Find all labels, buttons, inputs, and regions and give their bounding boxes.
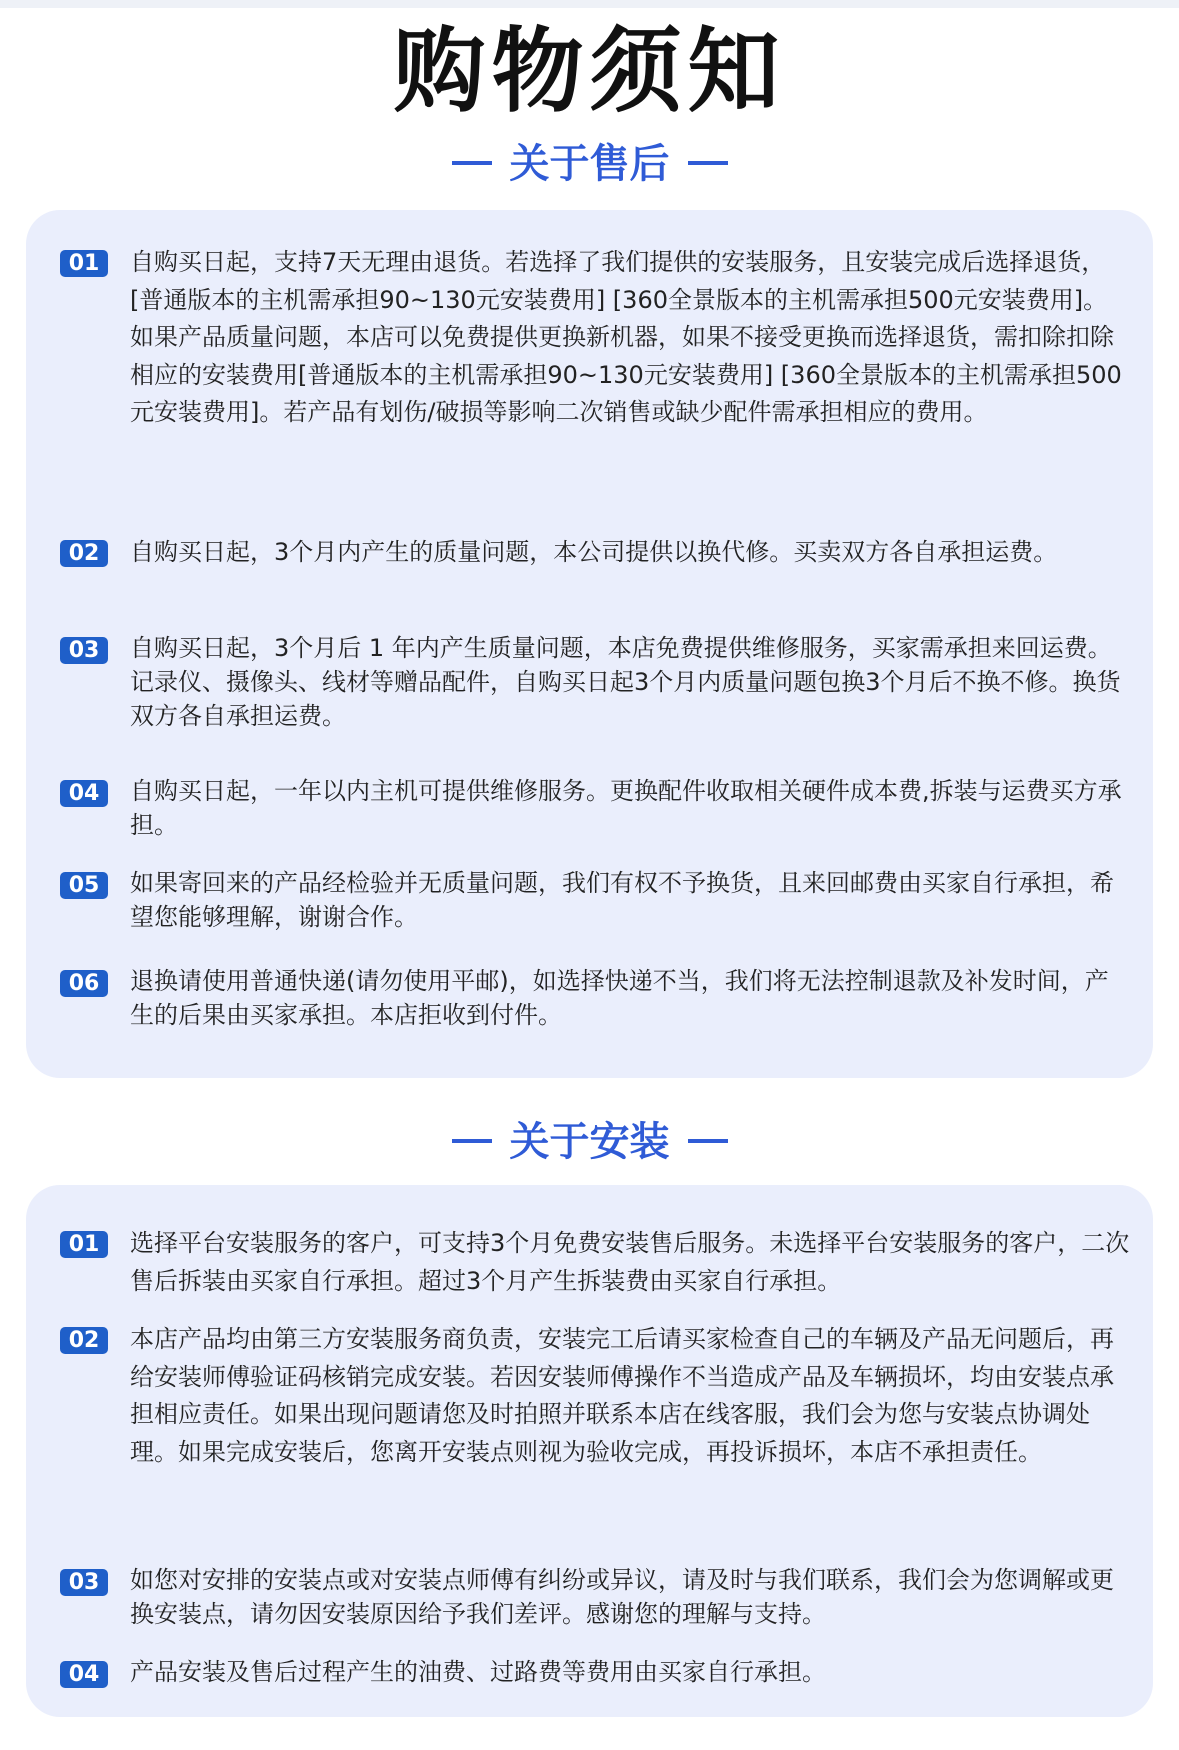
item-number-badge: 03 — [60, 637, 108, 664]
item-text: 自购买日起，3个月内产生的质量问题，本公司提供以换代修。买卖双方各自承担运费。 — [130, 538, 1058, 566]
item-text: 退换请使用普通快递(请勿使用平邮)，如选择快递不当，我们将无法控制退款及补发时间，产生的后果由买家承担。本店拒收到付件。 — [130, 967, 1109, 1029]
item-text: 选择平台安装服务的客户，可支持3个月免费安装售后服务。未选择平台安装服务的客户，二次售后拆装由买家自行承担。超过3个月产生拆装费由买家自行承担。 — [130, 1229, 1130, 1295]
item-text: 如果寄回来的产品经检验并无质量问题，我们有权不予换货，且来回邮费由买家自行承担，希望您能够理解，谢谢合作。 — [130, 869, 1114, 931]
item-number-badge: 03 — [60, 1569, 108, 1596]
page-title: 购物须知 — [393, 18, 786, 125]
item-text: 如您对安排的安装点或对安装点师傅有纠纷或异议，请及时与我们联系，我们会为您调解或更换安装点，请勿因安装原因给予我们差评。感谢您的理解与支持。 — [130, 1566, 1114, 1628]
after-sales-panel — [26, 210, 1153, 1078]
section-title-text: 关于安装 — [509, 1119, 670, 1165]
installation-panel — [26, 1185, 1153, 1717]
item-number-badge: 05 — [60, 872, 108, 899]
top-strip — [0, 0, 1179, 8]
item-text: 自购买日起，一年以内主机可提供维修服务。更换配件收取相关硬件成本费,拆装与运费买方承担。 — [130, 777, 1122, 839]
item-text: 自购买日起，支持7天无理由退货。若选择了我们提供的安装服务，且安装完成后选择退货，[普通版本的主机需承担90~130元安装费用] [360全景版本的主机需承担500元安装费用]。如果产品质量问题，本店可以免费提供更换新机器，如果不接受更换而选择退货，需扣除扣除相应的安装费用[普通版本的主机需承担90~130元安装费用] [360全景版本的主机需承担500元安装费用]。若产品有划伤/破损等影响二次销售或缺少配件需承担相应的费用。 — [130, 248, 1122, 426]
section-title-text: 关于售后 — [509, 141, 670, 187]
title-dash-right — [688, 1139, 728, 1143]
item-number-badge: 06 — [60, 970, 108, 997]
item-number-badge: 04 — [60, 1661, 108, 1688]
item-text: 产品安装及售后过程产生的油费、过路费等费用由买家自行承担。 — [130, 1658, 826, 1686]
item-text: 自购买日起，3个月后 1 年内产生质量问题，本店免费提供维修服务，买家需承担来回运费。记录仪、摄像头、线材等赠品配件，自购买日起3个月内质量问题包换3个月后不换不修。换货双方各自承担运费。 — [130, 634, 1121, 730]
item-number-badge: 01 — [60, 250, 108, 277]
title-dash-left — [452, 161, 492, 165]
title-dash-right — [688, 161, 728, 165]
item-number-badge: 02 — [60, 540, 108, 567]
item-number-badge: 04 — [60, 780, 108, 807]
title-dash-left — [452, 1139, 492, 1143]
item-number-badge: 01 — [60, 1231, 108, 1258]
section-title-after-sales — [0, 140, 1179, 188]
section-title-installation — [0, 1118, 1179, 1166]
item-text: 本店产品均由第三方安装服务商负责，安装完工后请买家检查自己的车辆及产品无问题后，再给安装师傅验证码核销完成安装。若因安装师傅操作不当造成产品及车辆损坏，均由安装点承担相应责任。如果出现问题请您及时拍照并联系本店在线客服，我们会为您与安装点协调处理。如果完成安装后，您离开安装点则视为验收完成，再投诉损坏，本店不承担责任。 — [130, 1325, 1114, 1466]
item-number-badge: 02 — [60, 1327, 108, 1354]
